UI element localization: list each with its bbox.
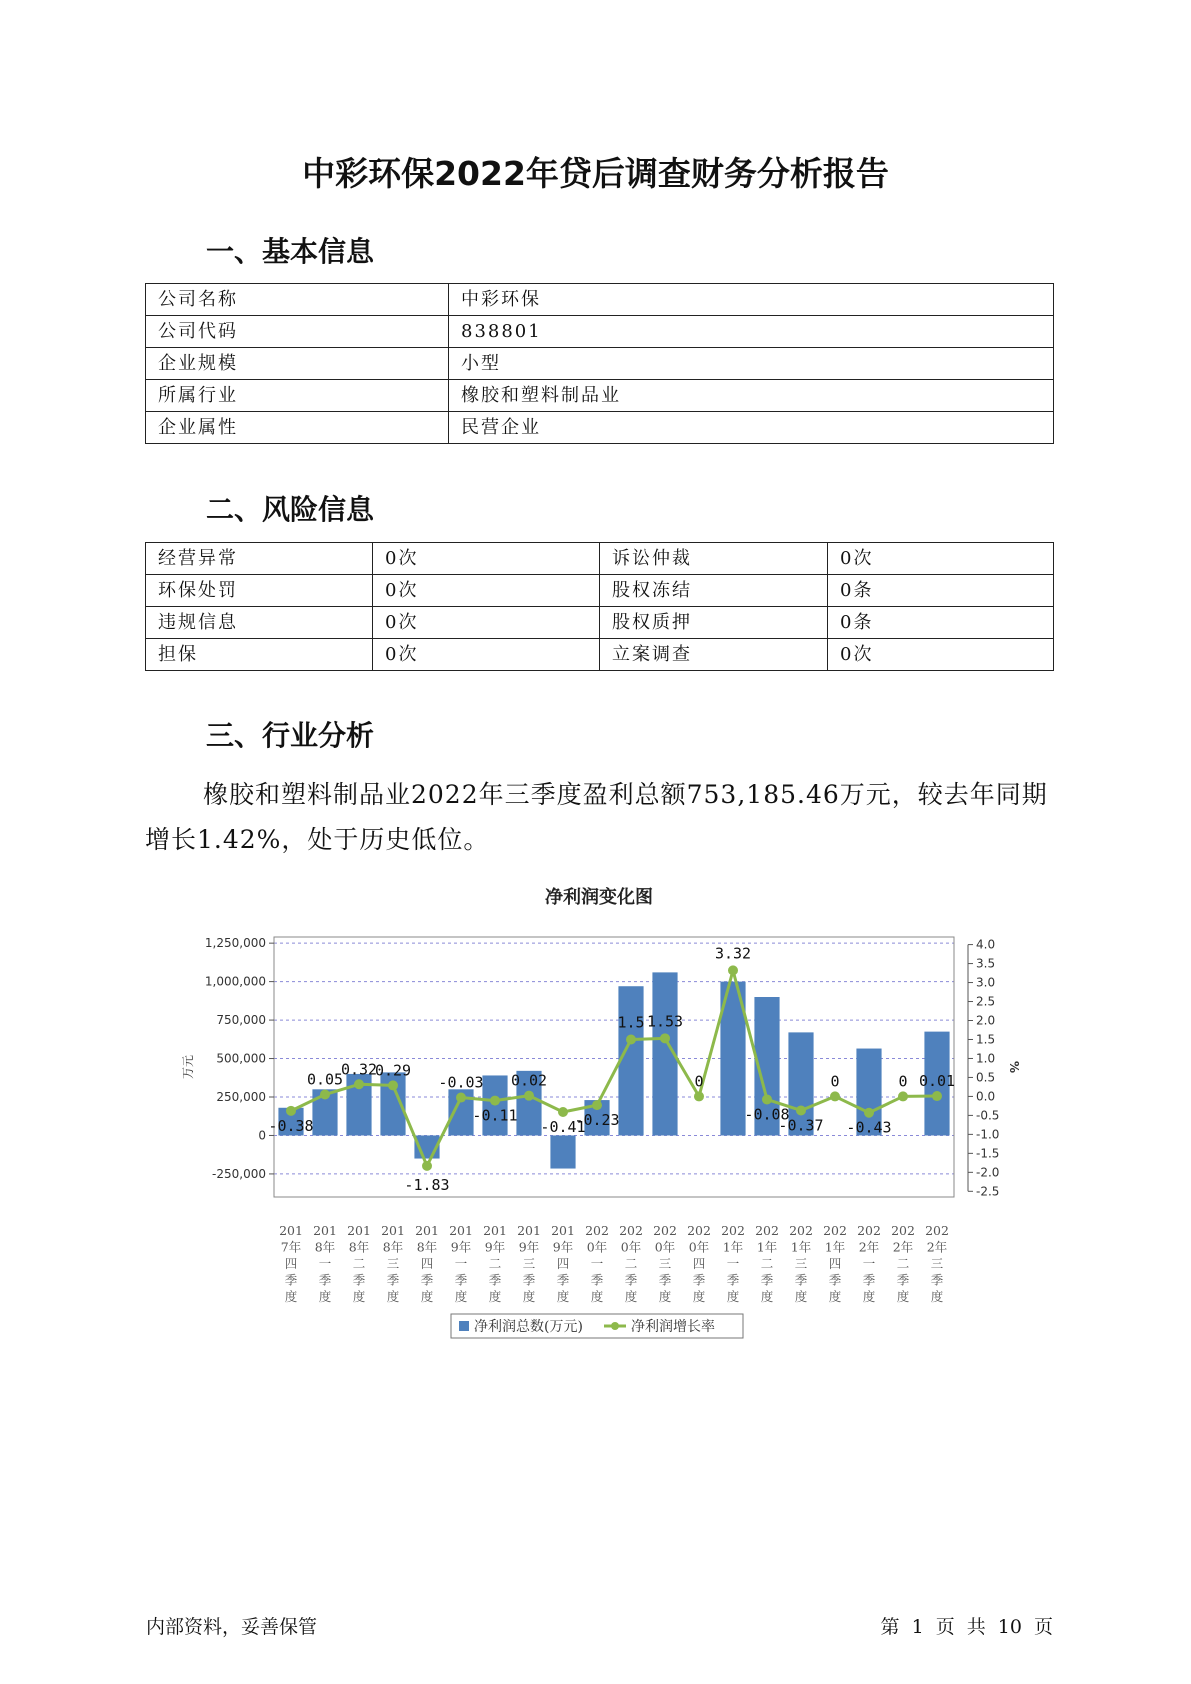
line-point bbox=[830, 1091, 840, 1101]
line-point bbox=[932, 1091, 942, 1101]
y2-tick-label: 0.5 bbox=[976, 1070, 996, 1085]
legend-line-label: 净利润增长率 bbox=[631, 1319, 715, 1335]
line-data-label: 0.02 bbox=[510, 1071, 548, 1090]
y-tick-label: 750,000 bbox=[216, 1013, 266, 1028]
x-category-label: 1年 bbox=[756, 1239, 778, 1255]
line-data-label: 0.05 bbox=[306, 1070, 344, 1089]
line-data-label: -0.11 bbox=[472, 1106, 518, 1125]
x-category-label: 季 bbox=[624, 1272, 638, 1288]
line-point bbox=[660, 1033, 670, 1043]
x-category-label: 202 bbox=[687, 1223, 711, 1238]
report-title: 中彩环保2022年贷后调查财务分析报告 bbox=[302, 154, 889, 193]
x-category-label: 度 bbox=[522, 1289, 536, 1304]
line-data-label: 0 bbox=[898, 1072, 908, 1091]
x-category-label: 201 bbox=[517, 1223, 541, 1238]
x-category-label: 度 bbox=[692, 1289, 706, 1304]
y-tick-label: 0 bbox=[258, 1128, 266, 1143]
line-data-label: 0 bbox=[694, 1072, 704, 1091]
x-category-label: 度 bbox=[420, 1289, 434, 1304]
x-category-label: 季 bbox=[454, 1272, 468, 1288]
x-category-label: 度 bbox=[828, 1289, 842, 1304]
line-data-label: 0.29 bbox=[374, 1061, 412, 1080]
line-data-label: 0.32 bbox=[340, 1060, 378, 1079]
risk-info-row bbox=[146, 639, 1054, 671]
risk-info-label: 经营异常 bbox=[146, 543, 373, 575]
x-category-label: 202 bbox=[857, 1223, 881, 1238]
chart-legend bbox=[451, 1314, 743, 1338]
y-axis-right bbox=[968, 938, 999, 1199]
line-point bbox=[286, 1106, 296, 1116]
y2-tick-label: -1.0 bbox=[976, 1127, 1000, 1142]
y2-tick-label: -2.5 bbox=[976, 1184, 1000, 1199]
x-category-label: 202 bbox=[891, 1223, 915, 1238]
x-category-label: 季 bbox=[284, 1272, 298, 1288]
x-category-label: 度 bbox=[318, 1289, 332, 1304]
risk-info-value: 0次 bbox=[373, 575, 600, 607]
x-category-label: 1年 bbox=[824, 1239, 846, 1255]
risk-info-label: 立案调查 bbox=[600, 639, 828, 671]
risk-info-row bbox=[146, 607, 1054, 639]
risk-info-row bbox=[146, 575, 1054, 607]
x-category-label: 度 bbox=[386, 1289, 400, 1304]
x-category-label: 度 bbox=[454, 1289, 468, 1304]
y2-tick-label: -2.0 bbox=[976, 1165, 1000, 1180]
x-category-label: 9年 bbox=[552, 1239, 574, 1255]
line-data-label: 0 bbox=[830, 1072, 840, 1091]
chart-title: 净利润变化图 bbox=[545, 887, 653, 908]
y2-tick-label: 4.0 bbox=[976, 937, 996, 952]
x-axis-categories bbox=[279, 1223, 949, 1304]
x-category-label: 202 bbox=[755, 1223, 779, 1238]
legend-bar-label: 净利润总数(万元) bbox=[474, 1319, 583, 1335]
basic-info-label: 公司代码 bbox=[146, 316, 449, 348]
footer-confidential-note: 内部资料，妥善保管 bbox=[146, 1616, 318, 1638]
y2-tick-label: -1.5 bbox=[976, 1146, 1000, 1161]
x-category-label: 季 bbox=[590, 1272, 604, 1288]
y2-tick-label: 3.0 bbox=[976, 975, 996, 990]
x-category-label: 202 bbox=[823, 1223, 847, 1238]
line-point bbox=[694, 1091, 704, 1101]
risk-info-value: 0条 bbox=[828, 607, 1054, 639]
x-category-label: 季 bbox=[420, 1272, 434, 1288]
x-category-label: 9年 bbox=[518, 1239, 540, 1255]
line-data-label: -0.37 bbox=[778, 1116, 824, 1135]
legend-line-marker bbox=[611, 1322, 619, 1330]
y2-tick-label: 0.0 bbox=[976, 1089, 996, 1104]
x-category-label: 202 bbox=[653, 1223, 677, 1238]
x-category-label: 度 bbox=[284, 1289, 298, 1304]
risk-info-value: 0条 bbox=[828, 575, 1054, 607]
line-point bbox=[626, 1034, 636, 1044]
risk-info-value: 0次 bbox=[373, 607, 600, 639]
basic-info-value: 838801 bbox=[449, 316, 1054, 348]
line-data-label: 1.53 bbox=[646, 1012, 684, 1031]
x-category-label: 一 bbox=[454, 1256, 468, 1271]
x-category-label: 202 bbox=[789, 1223, 813, 1238]
line-data-label: 3.32 bbox=[714, 944, 752, 963]
x-category-label: 季 bbox=[352, 1272, 366, 1288]
risk-info-label: 股权质押 bbox=[600, 607, 828, 639]
x-category-label: 四 bbox=[284, 1256, 298, 1271]
x-category-label: 季 bbox=[318, 1272, 332, 1288]
basic-info-value: 橡胶和塑料制品业 bbox=[449, 380, 1054, 412]
line-point bbox=[728, 965, 738, 975]
section-heading-risk-info: 二、风险信息 bbox=[206, 493, 375, 526]
x-category-label: 202 bbox=[585, 1223, 609, 1238]
line-point bbox=[898, 1091, 908, 1101]
x-category-label: 季 bbox=[896, 1272, 910, 1288]
basic-info-row bbox=[146, 380, 1054, 412]
x-category-label: 季 bbox=[930, 1272, 944, 1288]
x-category-label: 度 bbox=[726, 1289, 740, 1304]
x-category-label: 202 bbox=[619, 1223, 643, 1238]
x-category-label: 201 bbox=[415, 1223, 439, 1238]
x-category-label: 二 bbox=[760, 1256, 774, 1271]
industry-analysis-paragraph: 橡胶和塑料制品业2022年三季度盈利总额753,185.46万元，较去年同期增长1.42%，处于历史低位。 bbox=[145, 780, 1048, 854]
section-heading-basic-info: 一、基本信息 bbox=[206, 235, 375, 268]
x-category-label: 2年 bbox=[892, 1239, 914, 1255]
x-category-label: 度 bbox=[930, 1289, 944, 1304]
x-category-label: 度 bbox=[794, 1289, 808, 1304]
risk-info-label: 诉讼仲裁 bbox=[600, 543, 828, 575]
legend-bar-swatch bbox=[459, 1321, 469, 1331]
x-category-label: 一 bbox=[590, 1256, 604, 1271]
line-data-label: -0.41 bbox=[540, 1117, 586, 1136]
x-category-label: 度 bbox=[590, 1289, 604, 1304]
chart-gridlines bbox=[274, 943, 954, 1174]
x-category-label: 季 bbox=[794, 1272, 808, 1288]
x-category-label: 季 bbox=[556, 1272, 570, 1288]
x-category-label: 一 bbox=[862, 1256, 876, 1271]
basic-info-label: 公司名称 bbox=[146, 284, 449, 316]
y2-tick-label: 3.5 bbox=[976, 956, 996, 971]
x-category-label: 201 bbox=[483, 1223, 507, 1238]
x-category-label: 8年 bbox=[348, 1239, 370, 1255]
x-category-label: 三 bbox=[794, 1256, 808, 1271]
x-category-label: 1年 bbox=[722, 1239, 744, 1255]
x-category-label: 0年 bbox=[620, 1239, 642, 1255]
x-category-label: 201 bbox=[347, 1223, 371, 1238]
risk-info-value: 0次 bbox=[828, 543, 1054, 575]
x-category-label: 8年 bbox=[382, 1239, 404, 1255]
x-category-label: 季 bbox=[488, 1272, 502, 1288]
y2-axis-label: % bbox=[1007, 1060, 1021, 1074]
x-category-label: 季 bbox=[386, 1272, 400, 1288]
x-category-label: 7年 bbox=[280, 1239, 302, 1255]
x-category-label: 度 bbox=[488, 1289, 502, 1304]
line-point bbox=[796, 1105, 806, 1115]
y2-tick-label: 1.0 bbox=[976, 1051, 996, 1066]
x-category-label: 度 bbox=[352, 1289, 366, 1304]
x-category-label: 201 bbox=[449, 1223, 473, 1238]
basic-info-value: 中彩环保 bbox=[449, 284, 1054, 316]
line-point bbox=[490, 1096, 500, 1106]
x-category-label: 二 bbox=[896, 1256, 910, 1271]
x-category-label: 季 bbox=[828, 1272, 842, 1288]
risk-info-label: 股权冻结 bbox=[600, 575, 828, 607]
y-axis-left bbox=[205, 936, 274, 1181]
x-category-label: 201 bbox=[279, 1223, 303, 1238]
x-category-label: 三 bbox=[386, 1256, 400, 1271]
x-category-label: 0年 bbox=[654, 1239, 676, 1255]
risk-info-label: 担保 bbox=[146, 639, 373, 671]
basic-info-table bbox=[145, 283, 1054, 444]
x-category-label: 季 bbox=[760, 1272, 774, 1288]
x-category-label: 四 bbox=[556, 1256, 570, 1271]
basic-info-label: 企业规模 bbox=[146, 348, 449, 380]
x-category-label: 度 bbox=[862, 1289, 876, 1304]
x-category-label: 度 bbox=[556, 1289, 570, 1304]
y2-tick-label: 1.5 bbox=[976, 1032, 996, 1047]
basic-info-value: 小型 bbox=[449, 348, 1054, 380]
y2-tick-label: 2.0 bbox=[976, 1013, 996, 1028]
x-category-label: 季 bbox=[726, 1272, 740, 1288]
line-data-label: -0.03 bbox=[438, 1073, 484, 1092]
basic-info-row bbox=[146, 316, 1054, 348]
y2-tick-label: -0.5 bbox=[976, 1108, 1000, 1123]
line-data-label: -0.38 bbox=[268, 1116, 314, 1135]
y-tick-label: -250,000 bbox=[212, 1166, 266, 1181]
basic-info-value: 民营企业 bbox=[449, 412, 1054, 444]
x-category-label: 季 bbox=[862, 1272, 876, 1288]
basic-info-row bbox=[146, 348, 1054, 380]
bar bbox=[618, 986, 643, 1135]
bar bbox=[550, 1135, 575, 1168]
basic-info-row bbox=[146, 412, 1054, 444]
x-category-label: 一 bbox=[318, 1256, 332, 1271]
x-category-label: 8年 bbox=[416, 1239, 438, 1255]
line-point bbox=[762, 1094, 772, 1104]
x-category-label: 四 bbox=[692, 1256, 706, 1271]
basic-info-label: 企业属性 bbox=[146, 412, 449, 444]
risk-info-label: 违规信息 bbox=[146, 607, 373, 639]
x-category-label: 2年 bbox=[926, 1239, 948, 1255]
x-category-label: 201 bbox=[381, 1223, 405, 1238]
y-axis-label: 万元 bbox=[181, 1054, 195, 1080]
x-category-label: 季 bbox=[692, 1272, 706, 1288]
risk-info-row bbox=[146, 543, 1054, 575]
line-point bbox=[422, 1161, 432, 1171]
x-category-label: 二 bbox=[624, 1256, 638, 1271]
line-point bbox=[320, 1090, 330, 1100]
x-category-label: 202 bbox=[721, 1223, 745, 1238]
x-category-label: 季 bbox=[522, 1272, 536, 1288]
line-point bbox=[456, 1093, 466, 1103]
risk-info-value: 0次 bbox=[373, 543, 600, 575]
x-category-label: 201 bbox=[313, 1223, 337, 1238]
x-category-label: 一 bbox=[726, 1256, 740, 1271]
x-category-label: 三 bbox=[930, 1256, 944, 1271]
x-category-label: 201 bbox=[551, 1223, 575, 1238]
risk-info-table bbox=[145, 542, 1054, 671]
line-point bbox=[558, 1107, 568, 1117]
x-category-label: 二 bbox=[488, 1256, 502, 1271]
x-category-label: 2年 bbox=[858, 1239, 880, 1255]
line-data-label: 1.5 bbox=[617, 1013, 645, 1032]
x-category-label: 0年 bbox=[688, 1239, 710, 1255]
x-category-label: 三 bbox=[522, 1256, 536, 1271]
y-tick-label: 250,000 bbox=[216, 1090, 266, 1104]
x-category-label: 季 bbox=[658, 1272, 672, 1288]
x-category-label: 四 bbox=[828, 1256, 842, 1271]
x-category-label: 9年 bbox=[484, 1239, 506, 1255]
line-point bbox=[354, 1079, 364, 1089]
line-data-label: -0.23 bbox=[574, 1111, 620, 1130]
y-tick-label: 500,000 bbox=[216, 1051, 266, 1066]
basic-info-label: 所属行业 bbox=[146, 380, 449, 412]
line-point bbox=[388, 1080, 398, 1090]
y2-tick-label: 2.5 bbox=[976, 994, 996, 1009]
x-category-label: 9年 bbox=[450, 1239, 472, 1255]
x-category-label: 8年 bbox=[314, 1239, 336, 1255]
x-category-label: 1年 bbox=[790, 1239, 812, 1255]
line-point bbox=[524, 1091, 534, 1101]
line-point bbox=[864, 1108, 874, 1118]
risk-info-value: 0次 bbox=[828, 639, 1054, 671]
x-category-label: 度 bbox=[658, 1289, 672, 1304]
x-category-label: 三 bbox=[658, 1256, 672, 1271]
line-point bbox=[592, 1100, 602, 1110]
line-data-label: -0.43 bbox=[846, 1118, 892, 1137]
risk-info-label: 环保处罚 bbox=[146, 575, 373, 607]
section-heading-industry-analysis: 三、行业分析 bbox=[206, 719, 375, 752]
y-tick-label: 1,250,000 bbox=[204, 936, 266, 951]
line-data-label: -1.83 bbox=[404, 1175, 450, 1194]
x-category-label: 四 bbox=[420, 1256, 434, 1271]
x-category-label: 0年 bbox=[586, 1239, 608, 1255]
line-data-label: 0.01 bbox=[918, 1072, 956, 1091]
y-tick-label: 1,000,000 bbox=[204, 974, 266, 989]
footer-page-number: 第 1 页 共 10 页 bbox=[880, 1616, 1053, 1638]
line-data-label: -0.08 bbox=[744, 1105, 790, 1124]
x-category-label: 度 bbox=[760, 1289, 774, 1304]
risk-info-value: 0次 bbox=[373, 639, 600, 671]
x-category-label: 度 bbox=[624, 1289, 638, 1304]
x-category-label: 度 bbox=[896, 1289, 910, 1304]
x-category-label: 202 bbox=[925, 1223, 949, 1238]
x-category-label: 二 bbox=[352, 1256, 366, 1271]
basic-info-row bbox=[146, 284, 1054, 316]
net-profit-chart bbox=[180, 885, 1040, 1345]
